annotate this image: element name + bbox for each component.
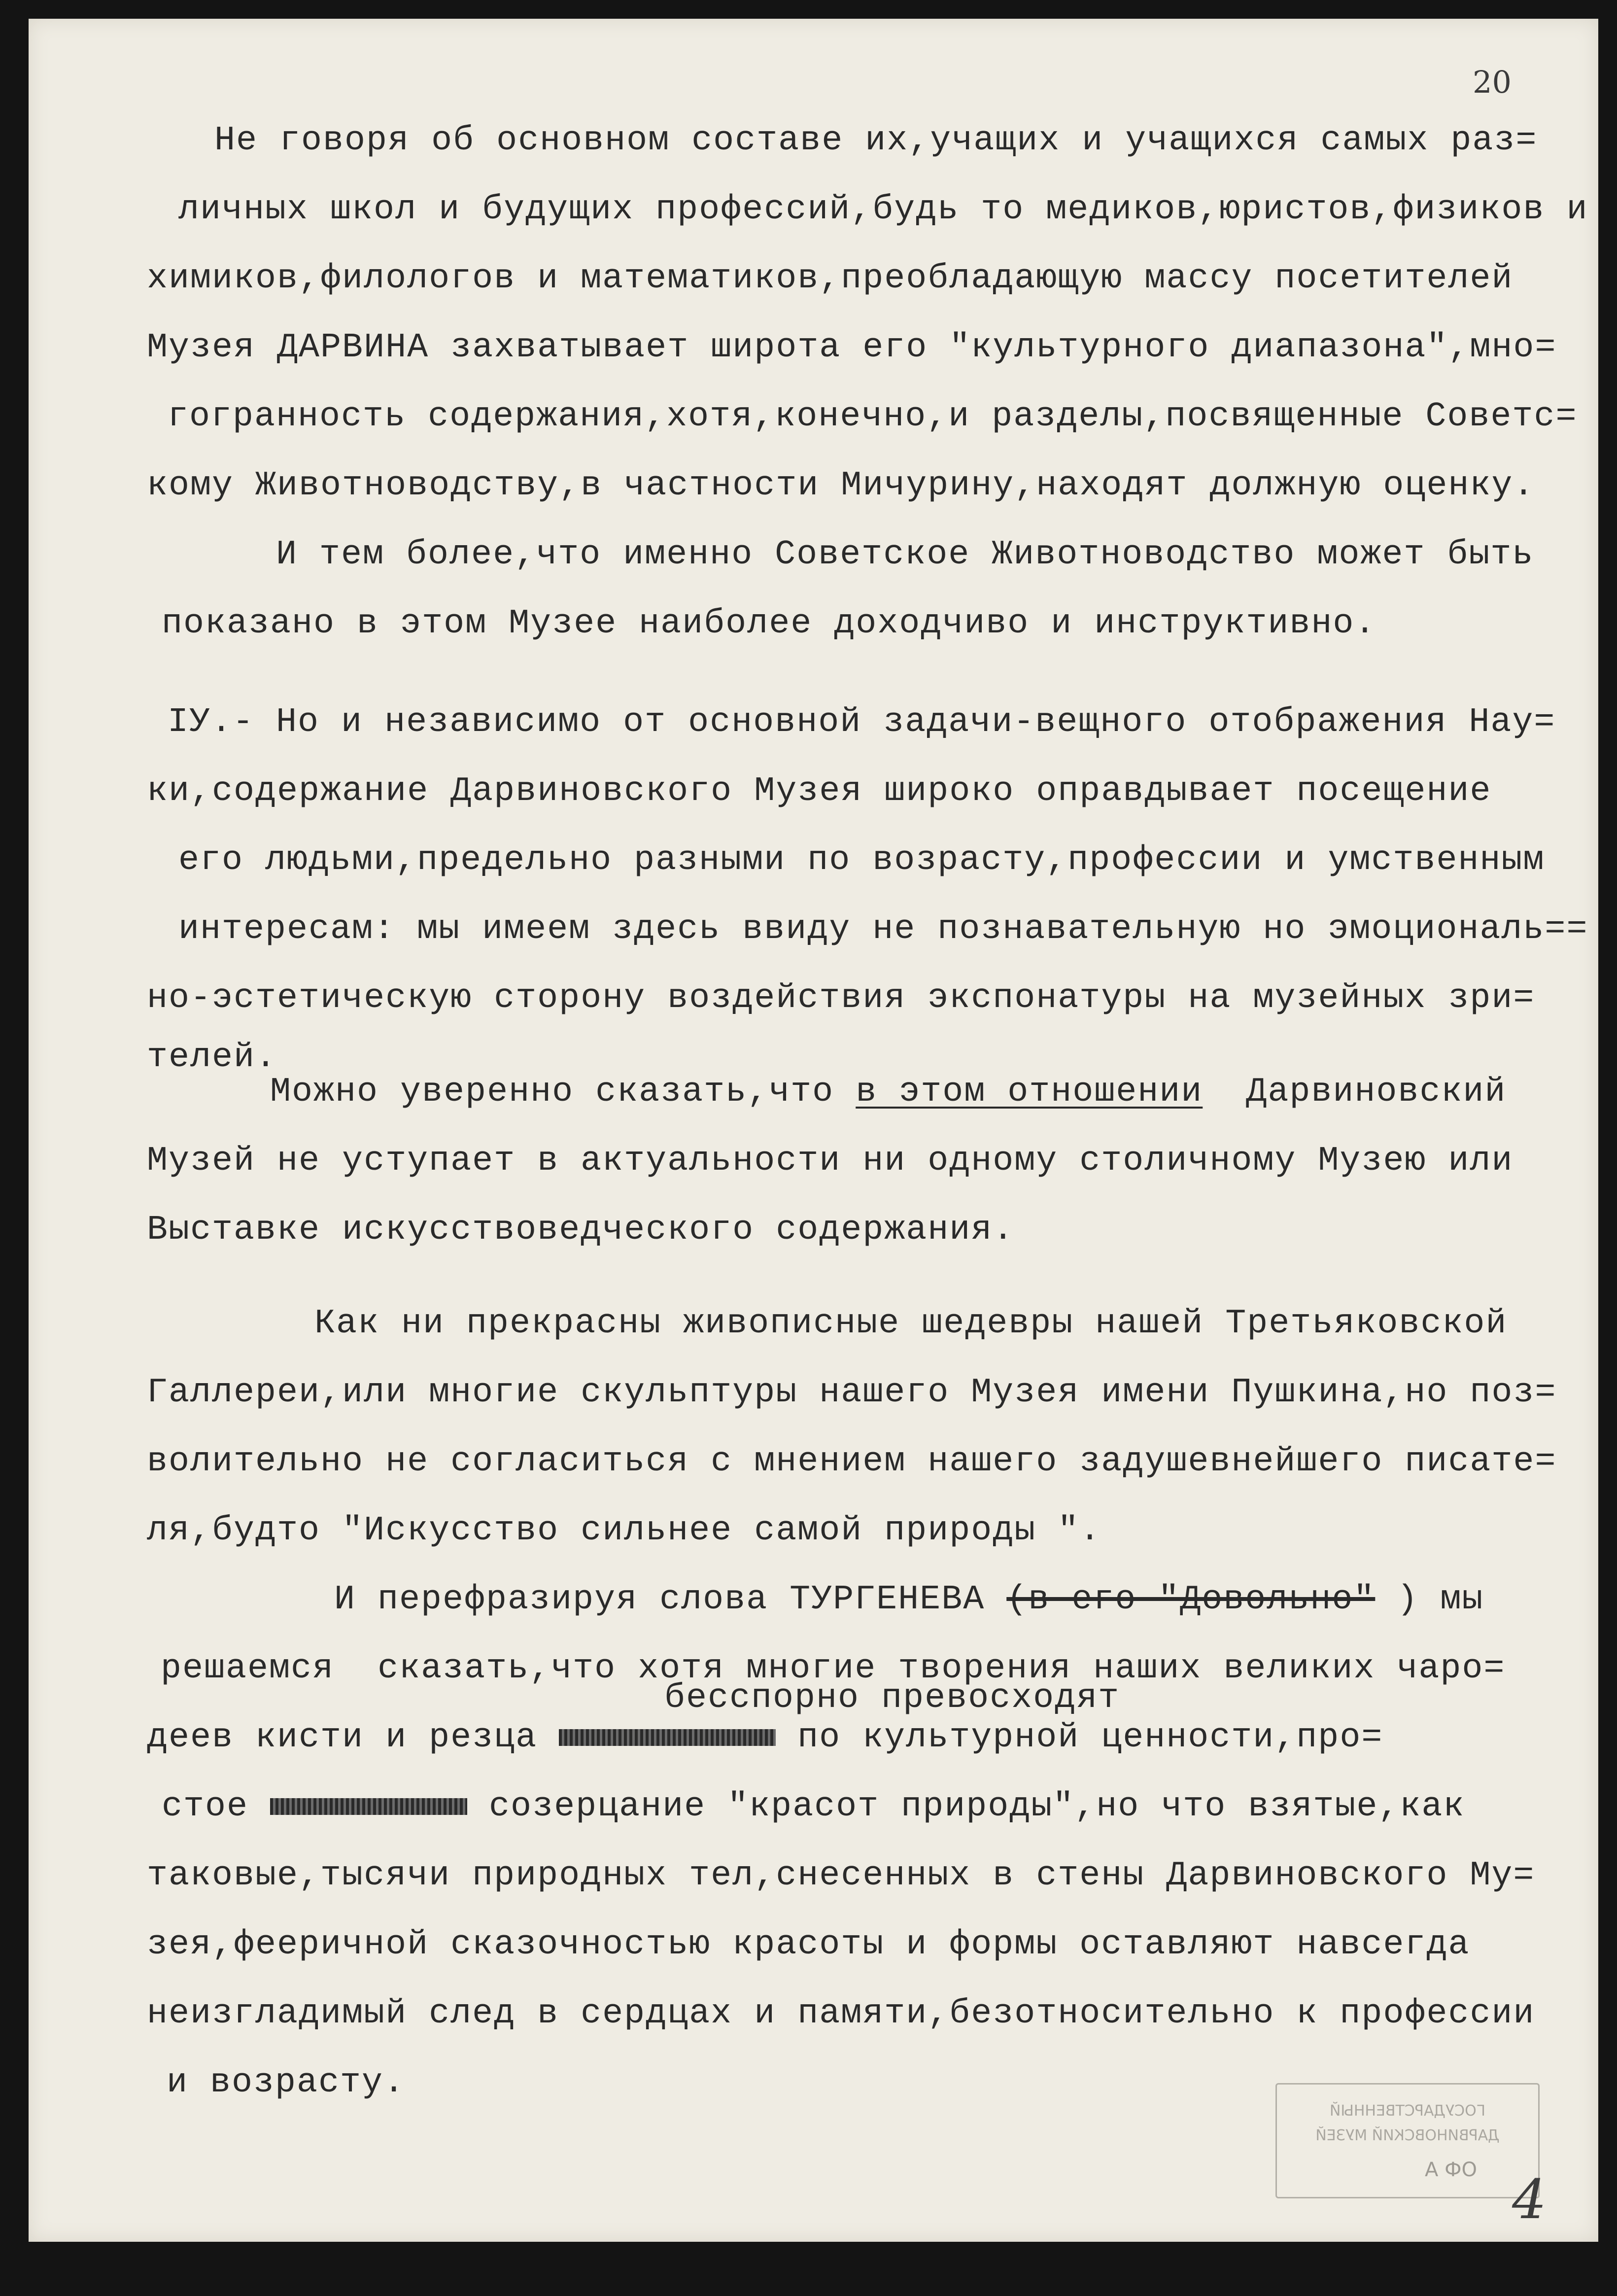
text-line-19: Галлереи,или многие скульптуры нашего Музея имени Пушкина,но поз= xyxy=(147,1373,1557,1412)
text-line-25-end: созерцание "красот природы",но что взятые,как xyxy=(467,1787,1465,1826)
struck-out-phrase: (в его "Довольно" xyxy=(1006,1580,1376,1619)
text-line-24-end: по культурной ценности,про= xyxy=(776,1718,1383,1757)
text-line-6: кому Животноводству,в частности Мичурину,находят должную оценку. xyxy=(147,466,1535,505)
text-line-27: зея,фееричной сказочностью красоты и формы оставляют навсегда xyxy=(147,1925,1470,1964)
stamp-label: А ФО xyxy=(1425,2158,1477,2181)
stamp-line-2: ДАРВИНОВСКИЙ МУЗЕЙ xyxy=(1315,2127,1500,2144)
text-line-3: химиков,филологов и математиков,преобладающую массу посетителей xyxy=(147,259,1514,298)
text-line-4: Музея ДАРВИНА захватывает широта его "культурного диапазона",мно= xyxy=(147,328,1557,367)
text-line-9: IУ.- Но и независимо от основной задачи-вещного отображения Нау= xyxy=(168,703,1556,742)
sheet-number: 4 xyxy=(1512,2168,1547,2231)
text-line-5: гогранность содержания,хотя,конечно,и разделы,посвященные Советс= xyxy=(168,397,1578,436)
text-line-7: И тем более,что именно Советское Животноводство может быть xyxy=(276,535,1534,574)
text-line-10: ки,содержание Дарвиновского Музея широко оправдывает посещение xyxy=(147,772,1492,811)
text-line-17: Выставке искусствоведческого содержания. xyxy=(147,1211,1015,1250)
stamp-line-1: ГОСУДАРСТВЕННЫЙ xyxy=(1329,2102,1486,2120)
underlined-phrase: в этом отношении xyxy=(856,1073,1203,1112)
text-line-14: телей. xyxy=(147,1038,277,1077)
text-line-21: ля,будто "Искусство сильнее самой природы ". xyxy=(147,1511,1101,1550)
text-line-1: Не говоря об основном составе их,учащих и учащихся самых раз= xyxy=(214,121,1538,160)
text-line-25-start: стое xyxy=(162,1787,271,1826)
text-line-22-start: И перефразируя слова ТУРГЕНЕВА xyxy=(334,1580,1007,1619)
text-line-20: волительно не согласиться с мнением нашего задушевнейшего писате= xyxy=(147,1442,1557,1481)
text-line-2: личных школ и будущих профессий,будь то медиков,юристов,физиков и xyxy=(178,190,1588,229)
document-sheet xyxy=(29,19,1598,2242)
text-line-29: и возрасту. xyxy=(167,2063,406,2102)
text-line-15 xyxy=(270,1073,1506,1112)
text-line-25 xyxy=(162,1787,1465,1827)
text-line-12: интересам: мы имеем здесь ввиду не познавательную но эмоциональ== xyxy=(178,910,1588,949)
text-line-24 xyxy=(147,1718,1383,1758)
text-line-16: Музей не уступает в актуальности ни одному столичному Музею или xyxy=(147,1142,1514,1181)
text-line-15-start: Можно уверенно сказать,что xyxy=(270,1073,856,1112)
text-line-23: решаемся сказать,что хотя многие творения наших великих чаро= xyxy=(161,1649,1506,1688)
crossed-out-word xyxy=(270,1798,467,1815)
text-line-28: неизгладимый след в сердцах и памяти,безотносительно к профессии xyxy=(147,1994,1535,2033)
text-line-24-start: деев кисти и резца xyxy=(147,1718,559,1757)
text-line-11: его людьми,предельно разными по возрасту,профессии и умственным xyxy=(178,841,1545,880)
text-line-26: таковые,тысячи природных тел,снесенных в стены Дарвиновского Му= xyxy=(147,1856,1535,1895)
page-number: 20 xyxy=(1473,64,1512,100)
inserted-phrase: бесспорно превосходят xyxy=(664,1679,1120,1718)
text-line-18: Как ни прекрасны живописные шедевры нашей Третьяковской xyxy=(314,1304,1508,1343)
text-line-13: но-эстетическую сторону воздействия экспонатуры на музейных зри= xyxy=(147,979,1535,1018)
archive-stamp xyxy=(1275,2083,1540,2198)
text-line-22-end: ) мы xyxy=(1375,1580,1484,1619)
crossed-out-word xyxy=(559,1729,776,1746)
text-line-8: показано в этом Музее наиболее доходчиво и инструктивно. xyxy=(162,604,1376,643)
text-line-22 xyxy=(334,1580,1483,1620)
text-line-15-end: Дарвиновский xyxy=(1203,1073,1507,1112)
